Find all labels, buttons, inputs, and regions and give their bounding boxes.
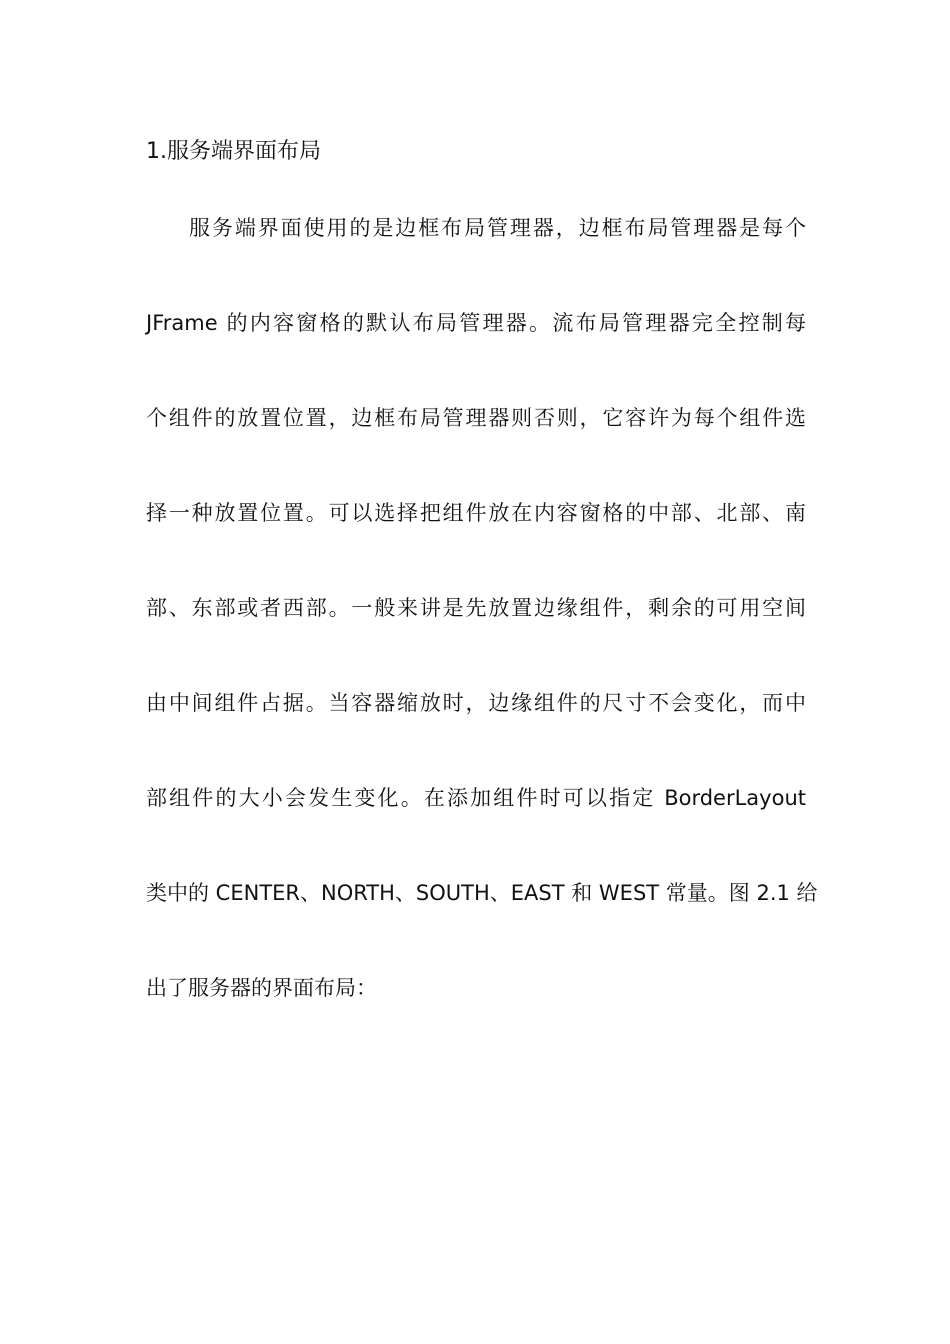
paragraph-line: 由中间组件占据。当容器缩放时，边缘组件的尺寸不会变化，而中 — [146, 691, 806, 715]
paragraph-line: 择一种放置位置。可以选择把组件放在内容窗格的中部、北部、南 — [146, 501, 806, 525]
paragraph-line: JFrame 的内容窗格的默认布局管理器。流布局管理器完全控制每 — [146, 311, 806, 335]
paragraph-line: 部组件的大小会发生变化。在添加组件时可以指定 BorderLayout — [146, 786, 806, 810]
paragraph-line: 个组件的放置位置，边框布局管理器则否则，它容许为每个组件选 — [146, 406, 806, 430]
paragraph-line: 服务端界面使用的是边框布局管理器，边框布局管理器是每个 — [189, 216, 806, 240]
paragraph-line: 部、东部或者西部。一般来讲是先放置边缘组件，剩余的可用空间 — [146, 596, 806, 620]
paragraph-line: 出了服务器的界面布局： — [146, 976, 377, 1000]
paragraph-line: 类中的 CENTER、NORTH、SOUTH、EAST 和 WEST 常量。图 2.1 给 — [146, 881, 818, 905]
section-heading: 1.服务端界面布局 — [146, 139, 321, 164]
